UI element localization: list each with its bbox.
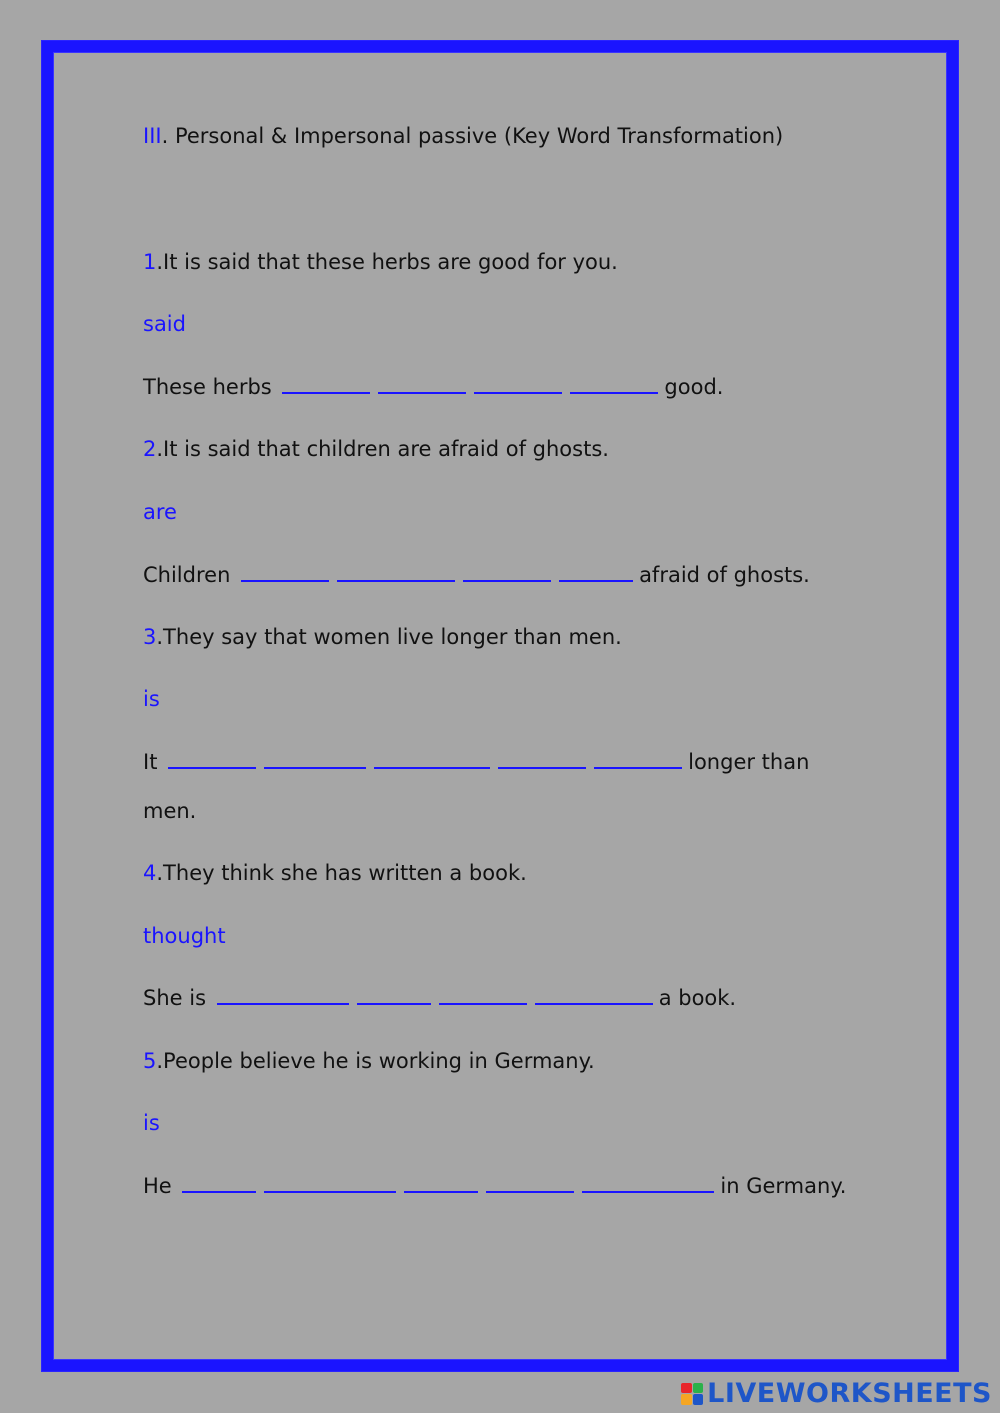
logo-icon: [681, 1383, 703, 1405]
exercise-4-key-word: thought: [143, 924, 226, 948]
exercise-1-key-word: said: [143, 312, 186, 336]
answer-blank[interactable]: [374, 745, 490, 769]
answer-blank[interactable]: [474, 370, 562, 394]
answer-blank[interactable]: [559, 558, 633, 582]
answer-blank[interactable]: [378, 370, 466, 394]
answer-blank[interactable]: [182, 1169, 256, 1193]
exercise-3-key-word: is: [143, 687, 160, 711]
answer-blank[interactable]: [264, 745, 366, 769]
answer-blank[interactable]: [535, 981, 653, 1005]
exercise-1-answer-line: These herbs good.: [143, 369, 723, 405]
exercise-4-sentence: 4.They think she has written a book.: [143, 861, 527, 885]
exercise-2-sentence: 2.It is said that children are afraid of ghosts.: [143, 437, 609, 461]
exercise-2-answer-line: Children afraid of ghosts.: [143, 557, 810, 593]
page-title: III. Personal & Impersonal passive (Key Word Transformation): [143, 124, 784, 148]
exercise-3-answer-line: It longer than: [143, 744, 809, 780]
answer-blank[interactable]: [463, 558, 551, 582]
exercise-3-answer-continuation: men.: [143, 799, 197, 823]
answer-blank[interactable]: [582, 1169, 714, 1193]
exercise-5-answer-line: He in Germany.: [143, 1168, 846, 1204]
answer-blank[interactable]: [264, 1169, 396, 1193]
answer-blank[interactable]: [439, 981, 527, 1005]
answer-blank[interactable]: [486, 1169, 574, 1193]
exercise-5-sentence: 5.People believe he is working in Germany.: [143, 1049, 595, 1073]
answer-blank[interactable]: [594, 745, 682, 769]
answer-blank[interactable]: [282, 370, 370, 394]
answer-blank[interactable]: [570, 370, 658, 394]
answer-blank[interactable]: [404, 1169, 478, 1193]
exercise-2-key-word: are: [143, 500, 177, 524]
answer-blank[interactable]: [498, 745, 586, 769]
answer-blank[interactable]: [357, 981, 431, 1005]
exercise-1-sentence: 1.It is said that these herbs are good for you.: [143, 250, 618, 274]
liveworksheets-logo[interactable]: LIVEWORKSHEETS: [681, 1378, 992, 1409]
exercise-3-sentence: 3.They say that women live longer than men.: [143, 625, 622, 649]
exercise-4-answer-line: She is a book.: [143, 980, 736, 1016]
answer-blank[interactable]: [337, 558, 455, 582]
answer-blank[interactable]: [241, 558, 329, 582]
exercise-5-key-word: is: [143, 1111, 160, 1135]
answer-blank[interactable]: [168, 745, 256, 769]
answer-blank[interactable]: [217, 981, 349, 1005]
